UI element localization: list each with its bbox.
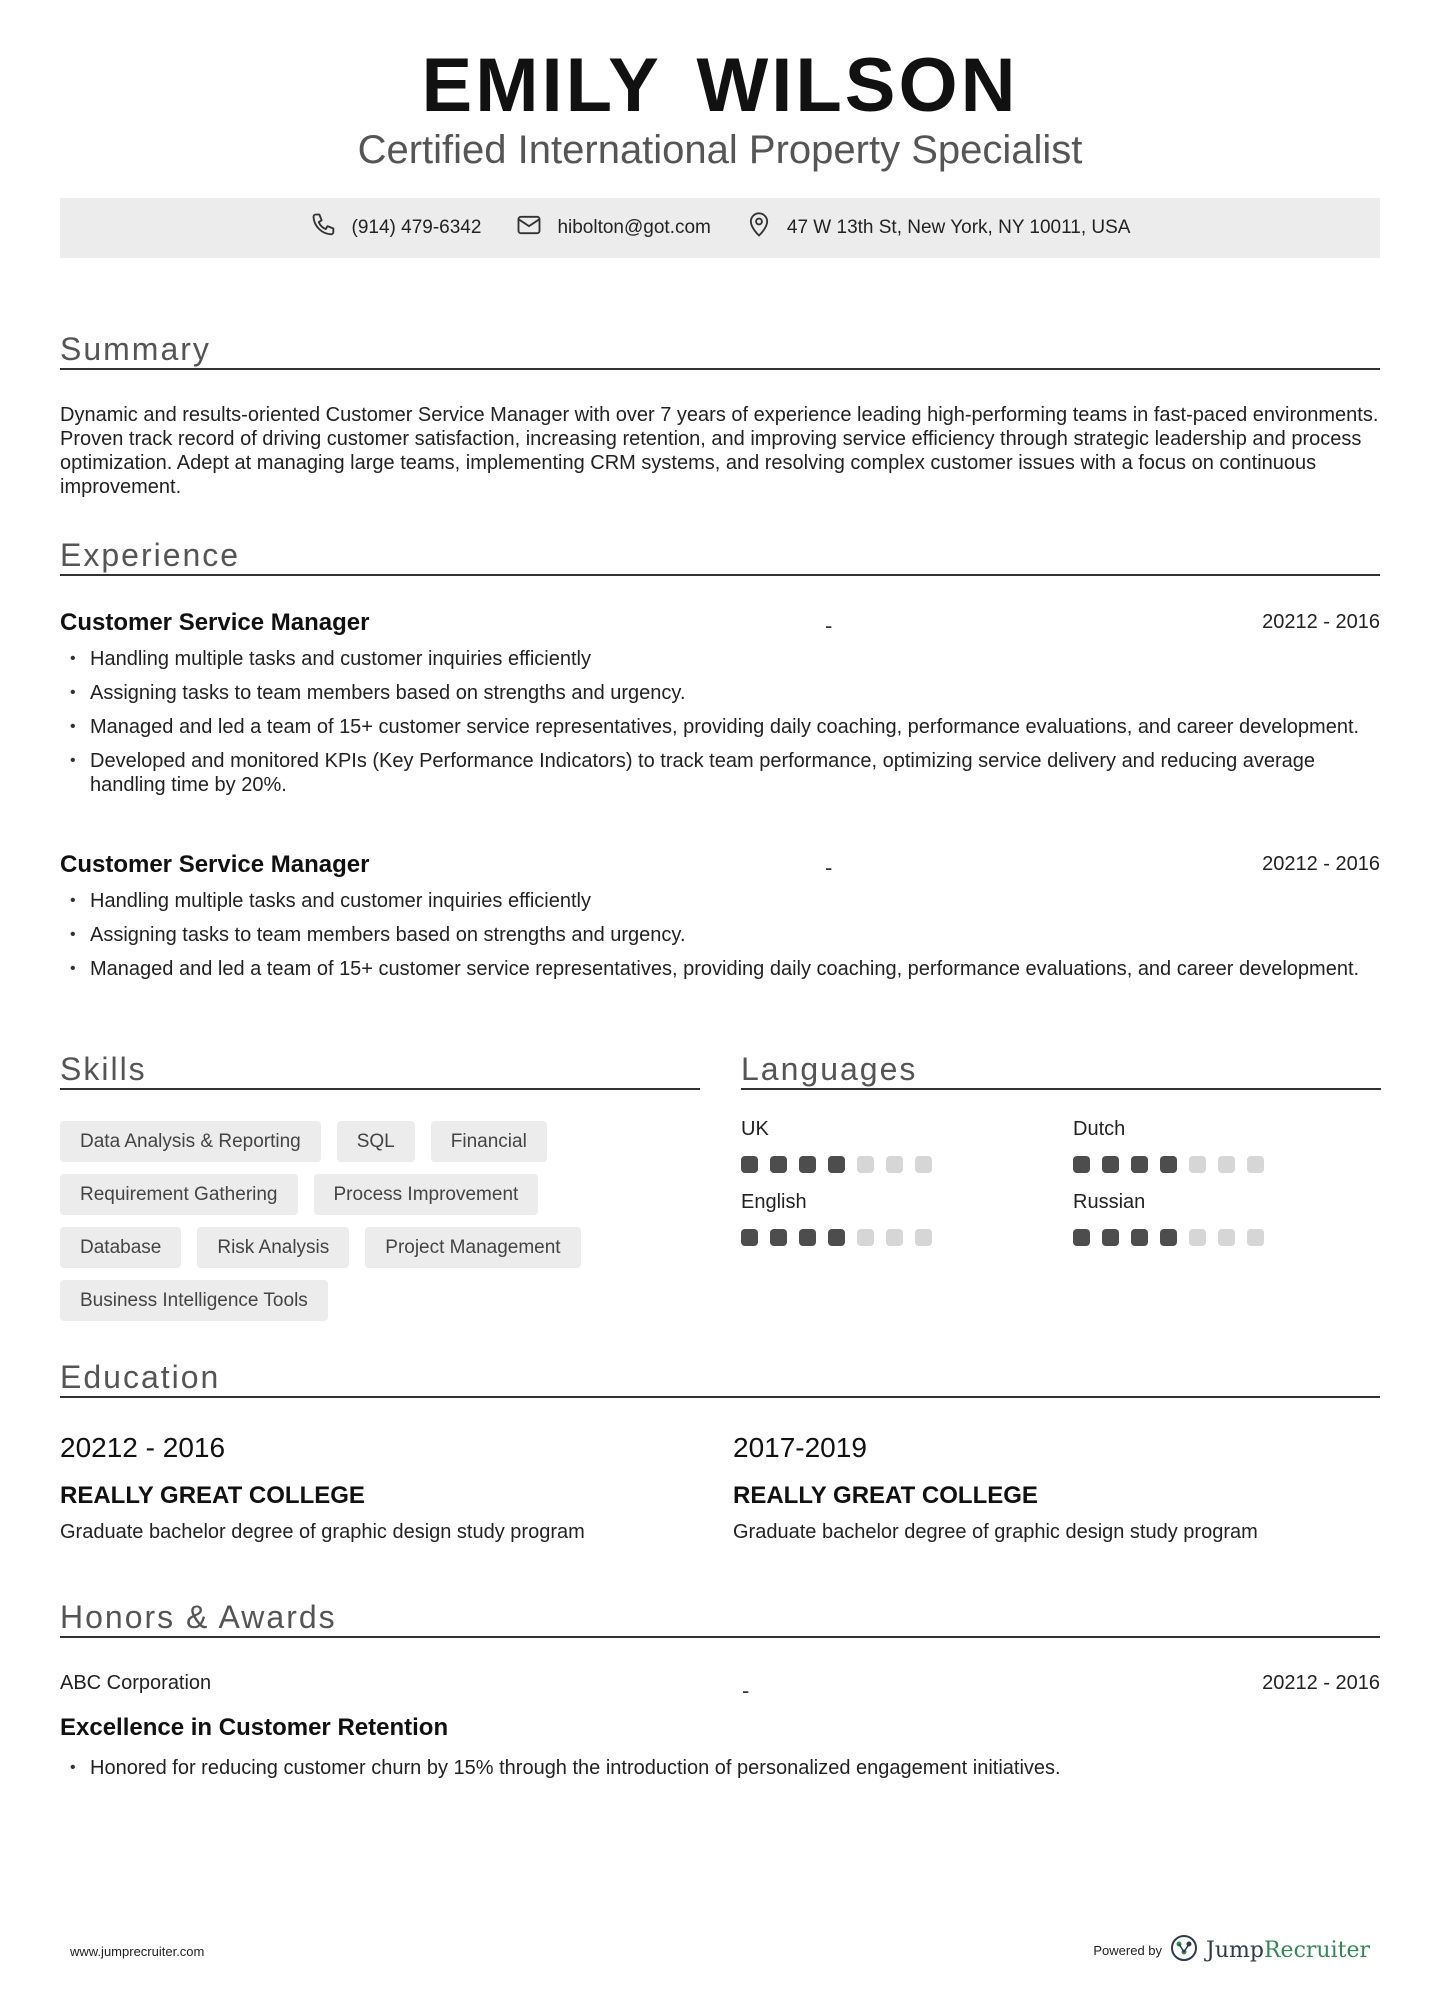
job-bullet: • Managed and led a team of 15+ customer service representatives, providing daily coaching, performance evaluations, and career development.: [60, 957, 1380, 981]
email-address: hibolton@got.com: [557, 217, 711, 238]
skill-tag: Risk Analysis: [197, 1227, 349, 1268]
language-item: [741, 1118, 1073, 1173]
summary-text: Dynamic and results-oriented Customer Service Manager with over 7 years of experience leading high-performing teams in fast-paced environments. Proven track record of driving customer satisfaction, increasing retention, and improving service efficiency through strategic leadership and process optimization. Adept at managing large teams, implementing CRM systems, and resolving complex customer issues with a focus on continuous improvement.: [60, 404, 1379, 498]
job-bullet: • Handling multiple tasks and customer inquiries efficiently: [60, 647, 1380, 671]
language-level-dot: [799, 1156, 816, 1173]
job-date: 20212 - 2016: [1262, 611, 1380, 633]
language-level-dot: [770, 1229, 787, 1246]
skill-tag: Process Improvement: [314, 1174, 539, 1215]
honor-bullets: [60, 1756, 1380, 1790]
honor-meta: [60, 1670, 1380, 1704]
candidate-name: [60, 42, 1380, 129]
street-address: 47 W 13th St, New York, NY 10011, USA: [786, 217, 1131, 238]
skill-tag: Business Intelligence Tools: [60, 1280, 328, 1321]
education-heading: [60, 1356, 1380, 1398]
language-level-dot: [1189, 1229, 1206, 1246]
job-bullet: • Assigning tasks to team members based on strengths and urgency.: [60, 923, 1380, 947]
job-title: Customer Service Manager: [60, 609, 370, 636]
language-level-dot: [770, 1156, 787, 1173]
education-date: 20212 - 2016: [60, 1432, 226, 1463]
language-level-dot: [915, 1156, 932, 1173]
experience-heading-text: Experience: [60, 537, 241, 573]
honor-title: Excellence in Customer Retention: [60, 1714, 449, 1741]
job-bullet: • Developed and monitored KPIs (Key Performance Indicators) to track team performance, optimizing service delivery and reducing average handling time by 20%.: [60, 749, 1380, 797]
language-item: [741, 1191, 1073, 1246]
language-level-dot: [857, 1156, 874, 1173]
contact-email: [515, 211, 710, 245]
honor-separator: -: [742, 1678, 750, 1703]
language-level: [741, 1229, 1073, 1246]
brand-name: [1206, 1938, 1370, 1963]
honors-heading-text: Honors & Awards: [60, 1599, 337, 1635]
job-bullet: • Handling multiple tasks and customer inquiries efficiently: [60, 889, 1380, 913]
education-date: 2017-2019: [733, 1432, 867, 1463]
powered-by-label: Powered by: [1093, 1943, 1163, 1958]
honor-date: 20212 - 2016: [1262, 1672, 1380, 1694]
language-level-dot: [1160, 1229, 1177, 1246]
honor-bullet: • Honored for reducing customer churn by 15% through the introduction of personalized engagement initiatives.: [60, 1756, 1380, 1780]
language-level-dot: [1073, 1156, 1090, 1173]
phone-icon: [310, 211, 338, 245]
language-level-dot: [1218, 1156, 1235, 1173]
honors-heading: [60, 1596, 1380, 1638]
job-bullet: • Managed and led a team of 15+ customer service representatives, providing daily coaching, performance evaluations, and career development.: [60, 715, 1380, 739]
skill-tag: Requirement Gathering: [60, 1174, 298, 1215]
resume-page: [60, 0, 1380, 2000]
language-level-dot: [1160, 1156, 1177, 1173]
jumprecruiter-logo-icon: [1170, 1934, 1198, 1967]
language-level-dot: [886, 1156, 903, 1173]
location-pin-icon: [745, 211, 773, 245]
language-level: [741, 1156, 1073, 1173]
language-level-dot: [1102, 1156, 1119, 1173]
language-level-dot: [1189, 1156, 1206, 1173]
contact-address: [745, 211, 1131, 245]
language-level-dot: [1247, 1229, 1264, 1246]
education-description: Graduate bachelor degree of graphic design study program: [60, 1521, 585, 1543]
skill-tag: Financial: [431, 1121, 547, 1162]
brand-name-part2: Recruiter: [1263, 1938, 1370, 1963]
language-item: [1073, 1191, 1381, 1246]
language-level-dot: [799, 1229, 816, 1246]
job-bullets: [60, 889, 1380, 981]
job-title: Customer Service Manager: [60, 851, 370, 878]
language-level-dot: [1131, 1229, 1148, 1246]
summary-heading: [60, 328, 1380, 370]
language-level-dot: [741, 1156, 758, 1173]
mail-icon: [515, 211, 543, 245]
language-level-dot: [828, 1229, 845, 1246]
brand-name-part1: Jump: [1206, 1938, 1264, 1963]
language-level: [1073, 1156, 1381, 1173]
summary-heading-text: Summary: [60, 331, 211, 367]
language-level-dot: [886, 1229, 903, 1246]
education-entry-1: [60, 1432, 620, 1544]
language-level-dot: [741, 1229, 758, 1246]
job-entry-1: [60, 609, 1380, 807]
first-name: EMILY: [421, 43, 661, 128]
language-name: UK: [741, 1118, 769, 1140]
languages-heading-text: Languages: [741, 1051, 918, 1087]
last-name: WILSON: [696, 43, 1019, 128]
skills-heading-text: Skills: [60, 1051, 147, 1087]
language-level-dot: [1131, 1156, 1148, 1173]
language-level-dot: [915, 1229, 932, 1246]
skill-tag: Data Analysis & Reporting: [60, 1121, 321, 1162]
job-entry-2: [60, 851, 1380, 991]
job-bullets: [60, 647, 1380, 797]
phone-number: (914) 479-6342: [351, 217, 482, 238]
footer-website[interactable]: www.jumprecruiter.com: [70, 1944, 205, 1959]
skill-tag: SQL: [337, 1121, 415, 1162]
contact-phone: [310, 211, 482, 245]
language-item: [1073, 1118, 1381, 1173]
language-level-dot: [857, 1229, 874, 1246]
language-level-dot: [1102, 1229, 1119, 1246]
language-name: Dutch: [1073, 1118, 1126, 1140]
candidate-title: Certified International Property Specialist: [357, 128, 1083, 172]
job-separator: -: [825, 855, 833, 880]
honor-organization: ABC Corporation: [60, 1672, 212, 1694]
languages-heading: [741, 1048, 1381, 1090]
footer-branding[interactable]: [1093, 1934, 1370, 1967]
skill-tag: Project Management: [365, 1227, 580, 1268]
language-name: Russian: [1073, 1191, 1146, 1213]
job-bullet: • Assigning tasks to team members based on strengths and urgency.: [60, 681, 1380, 705]
education-school: REALLY GREAT COLLEGE: [60, 1482, 365, 1509]
language-name: English: [741, 1191, 807, 1213]
language-level-dot: [1247, 1156, 1264, 1173]
contact-bar: [60, 198, 1380, 258]
education-school: REALLY GREAT COLLEGE: [733, 1482, 1038, 1509]
education-heading-text: Education: [60, 1359, 221, 1395]
language-level-dot: [1218, 1229, 1235, 1246]
job-separator: -: [825, 613, 833, 638]
language-level: [1073, 1229, 1381, 1246]
skills-heading: [60, 1048, 700, 1090]
languages-list: [741, 1118, 1381, 1246]
education-entry-2: [733, 1432, 1293, 1544]
skills-list: [60, 1121, 620, 1321]
language-level-dot: [1073, 1229, 1090, 1246]
education-description: Graduate bachelor degree of graphic design study program: [733, 1521, 1258, 1543]
job-date: 20212 - 2016: [1262, 853, 1380, 875]
experience-heading: [60, 534, 1380, 576]
language-level-dot: [828, 1156, 845, 1173]
skill-tag: Database: [60, 1227, 181, 1268]
